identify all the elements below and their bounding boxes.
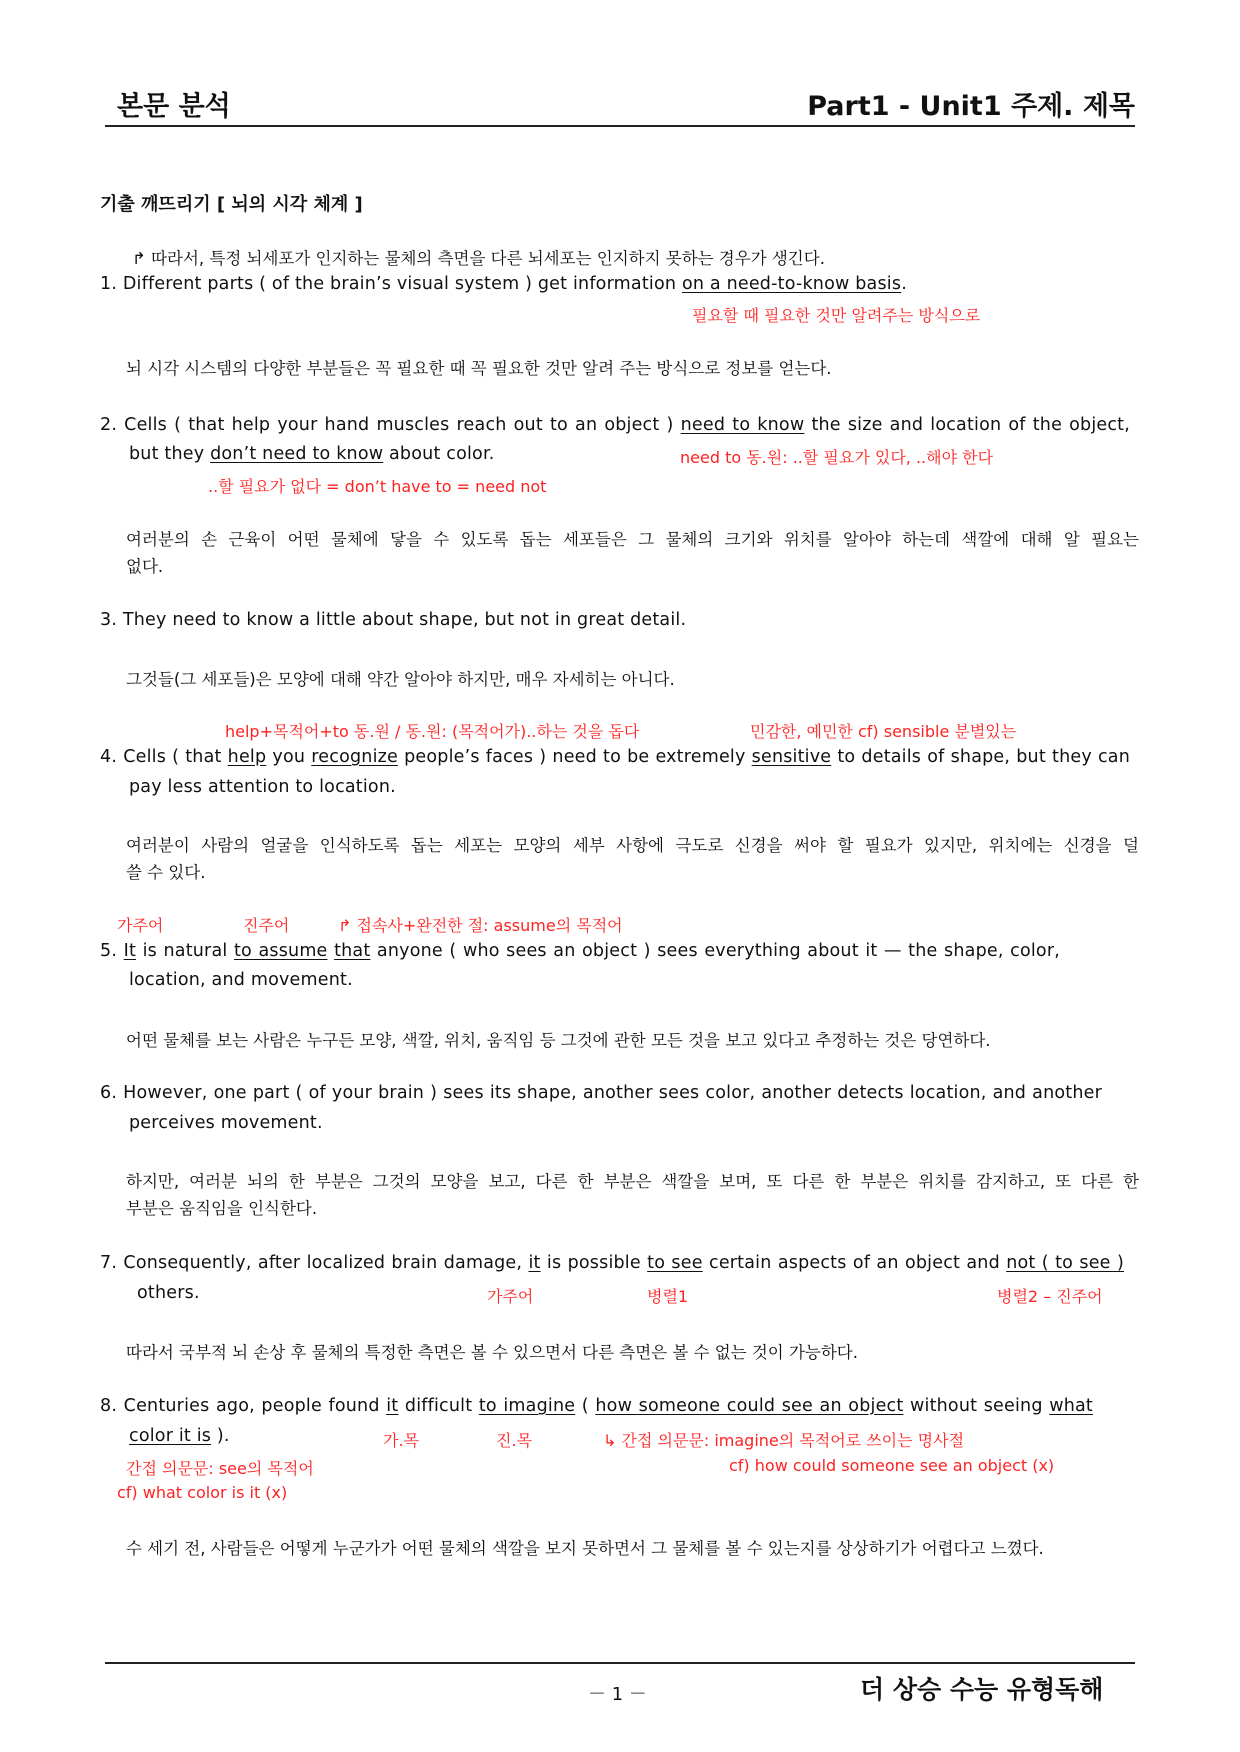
translation-4-line-2: 쓸 수 있다. [126,863,206,882]
underlined-phrase: that [334,941,371,961]
sentence-text: the size and location of the object, [804,415,1131,435]
underlined-phrase: what [1049,1396,1093,1416]
translation-3: 그것들(그 세포들)은 모양에 대해 약간 알아야 하지만, 매우 자세히는 아니다. [126,670,675,689]
underlined-phrase: not ( to see ) [1006,1253,1124,1273]
sentence-text: is natural [136,941,234,961]
annotation: need to 동.원: ..할 필요가 있다, ..해야 한다 [680,448,994,467]
annotation: ↱ 접속사+완전한 절: assume의 목적어 [338,916,623,935]
underlined-phrase: it [386,1396,399,1416]
translation-2-line-2: 없다. [126,557,164,576]
sentence-text: about color. [383,444,495,464]
underlined-phrase: how someone could see an object [595,1396,904,1416]
sentence-8-line-1 [100,1396,1093,1416]
translation-6-line-1: 하지만, 여러분 뇌의 한 부분은 그것의 모양을 보고, 다른 한 부분은 색깔을 보며, 또 다른 한 부분은 위치를 감지하고, 또 다른 한 [126,1172,1139,1191]
sentence-text: ). [211,1426,230,1446]
sentence-text: perceives movement. [129,1113,323,1133]
header-divider [105,125,1135,127]
sentence-text: but they [129,444,211,464]
sentence-7-line-2 [137,1283,200,1303]
annotation: 병렬1 [647,1287,689,1306]
translation-1: 뇌 시각 시스템의 다양한 부분들은 꼭 필요한 때 꼭 필요한 것만 알려 주는 방식으로 정보를 얻는다. [126,359,832,378]
sentence-text: 3. They need to know a little about shape, but not in great detail. [100,610,687,630]
sentence-5-line-1 [100,941,1060,961]
annotation: 가.목 [383,1431,419,1450]
underlined-phrase: color it is [129,1426,212,1446]
sentence-text: is possible [540,1253,648,1273]
translation-4-line-1: 여러분이 사람의 얼굴을 인식하도록 돕는 세포는 모양의 세부 사항에 극도로 신경을 써야 할 필요가 있지만, 위치에는 신경을 덜 [126,836,1139,855]
sentence-7-line-1 [100,1253,1124,1273]
translation-6-line-2: 부분은 움직임을 인식한다. [126,1199,318,1218]
underlined-phrase: recognize [311,747,398,767]
annotation: 진주어 [243,916,290,935]
sentence-text: certain aspects of an object and [702,1253,1007,1273]
sentence-text: difficult [398,1396,479,1416]
footer-divider [105,1662,1135,1664]
sentence-text: 6. However, one part ( of your brain ) sees its shape, another sees color, another detects location, and another [100,1083,1102,1103]
sentence-6-line-1 [100,1083,1102,1103]
annotation: 민감한, 예민한 cf) sensible 분별있는 [750,722,1017,741]
translation-2-line-1: 여러분의 손 근육이 어떤 물체에 닿을 수 있도록 돕는 세포들은 그 물체의 크기와 위치를 알아야 하는데 색깔에 대해 알 필요는 [126,530,1139,549]
section-title: 기출 깨뜨리기 [ 뇌의 시각 체계 ] [100,194,363,215]
translation-8: 수 세기 전, 사람들은 어떻게 누군가가 어떤 물체의 색깔을 보지 못하면서 그 물체를 볼 수 있는지를 상상하기가 어렵다고 느꼈다. [126,1539,1044,1558]
annotation: 필요할 때 필요한 것만 알려주는 방식으로 [692,306,981,325]
sentence-8-line-2 [129,1426,230,1446]
annotation: 간접 의문문: see의 목적어 [126,1459,314,1478]
sentence-text: 5. [100,941,124,961]
sentence-text: 1. Different parts ( of the brain’s visual system ) get information [100,274,682,294]
header-left-title: 본문 분석 [117,91,231,122]
annotation: ..할 필요가 없다 = don’t have to = need not [208,477,547,496]
underlined-phrase: to see [647,1253,703,1273]
sentence-text: ( [575,1396,596,1416]
annotation: cf) how could someone see an object (x) [729,1456,1055,1475]
annotation: help+목적어+to 동.원 / 동.원: (목적어가)..하는 것을 돕다 [225,722,640,741]
sentence-3 [100,610,686,630]
underlined-phrase: it [528,1253,541,1273]
underlined-phrase: need to know [680,415,805,435]
sentence-text: people’s faces ) need to be extremely [398,747,752,767]
translation-5: 어떤 물체를 보는 사람은 누구든 모양, 색깔, 위치, 움직임 등 그것에 관한 모든 것을 보고 있다고 추정하는 것은 당연하다. [126,1031,991,1050]
underlined-phrase: to assume [233,941,328,961]
annotation: 병렬2 – 진주어 [997,1287,1103,1306]
sentence-text: without seeing [903,1396,1050,1416]
underlined-phrase: It [123,941,137,961]
sentence-1-line-1 [100,274,907,294]
annotation: cf) what color is it (x) [117,1483,288,1502]
sentence-text: 7. Consequently, after localized brain damage, [100,1253,529,1273]
underlined-phrase: help [227,747,267,767]
header-right-title: Part1 - Unit1 주제. 제목 [807,91,1135,122]
sentence-4-line-2 [129,777,396,797]
sentence-text: pay less attention to location. [129,777,396,797]
footer-brand: 더 상승 수능 유형독해 [860,1675,1104,1704]
sentence-2-line-2 [129,444,495,464]
sentence-text: 4. Cells ( that [100,747,228,767]
sentence-text: 8. Centuries ago, people found [100,1396,387,1416]
translation-7: 따라서 국부적 뇌 손상 후 물체의 특정한 측면은 볼 수 있으면서 다른 측면은 볼 수 없는 것이 가능하다. [126,1343,858,1362]
annotation: 가주어 [117,916,164,935]
annotation: ↳ 간접 의문문: imagine의 목적어로 쓰이는 명사절 [603,1431,965,1450]
sentence-2-line-1 [100,415,1130,435]
underlined-phrase: sensitive [751,747,832,767]
sentence-6-line-2 [129,1113,323,1133]
sentence-text: . [901,274,907,294]
sentence-text: to details of shape, but they can [831,747,1131,767]
underlined-phrase: to imagine [478,1396,576,1416]
intro-note: ↱ 따라서, 특정 뇌세포가 인지하는 물체의 측면을 다른 뇌세포는 인지하지 못하는 경우가 생긴다. [132,249,825,268]
annotation: 가주어 [487,1287,534,1306]
underlined-phrase: on a need-to-know basis [681,274,902,294]
sentence-text: anyone ( who sees an object ) sees everything about it — the shape, color, [370,941,1060,961]
sentence-text: 2. Cells ( that help your hand muscles reach out to an object ) [100,415,681,435]
sentence-5-line-2 [129,970,353,990]
annotation: 진.목 [496,1431,532,1450]
page-number: － 1 － [588,1684,647,1705]
sentence-4-line-1 [100,747,1130,767]
underlined-phrase: don’t need to know [210,444,384,464]
sentence-text: others. [137,1283,200,1303]
sentence-text: location, and movement. [129,970,353,990]
sentence-text: you [266,747,312,767]
